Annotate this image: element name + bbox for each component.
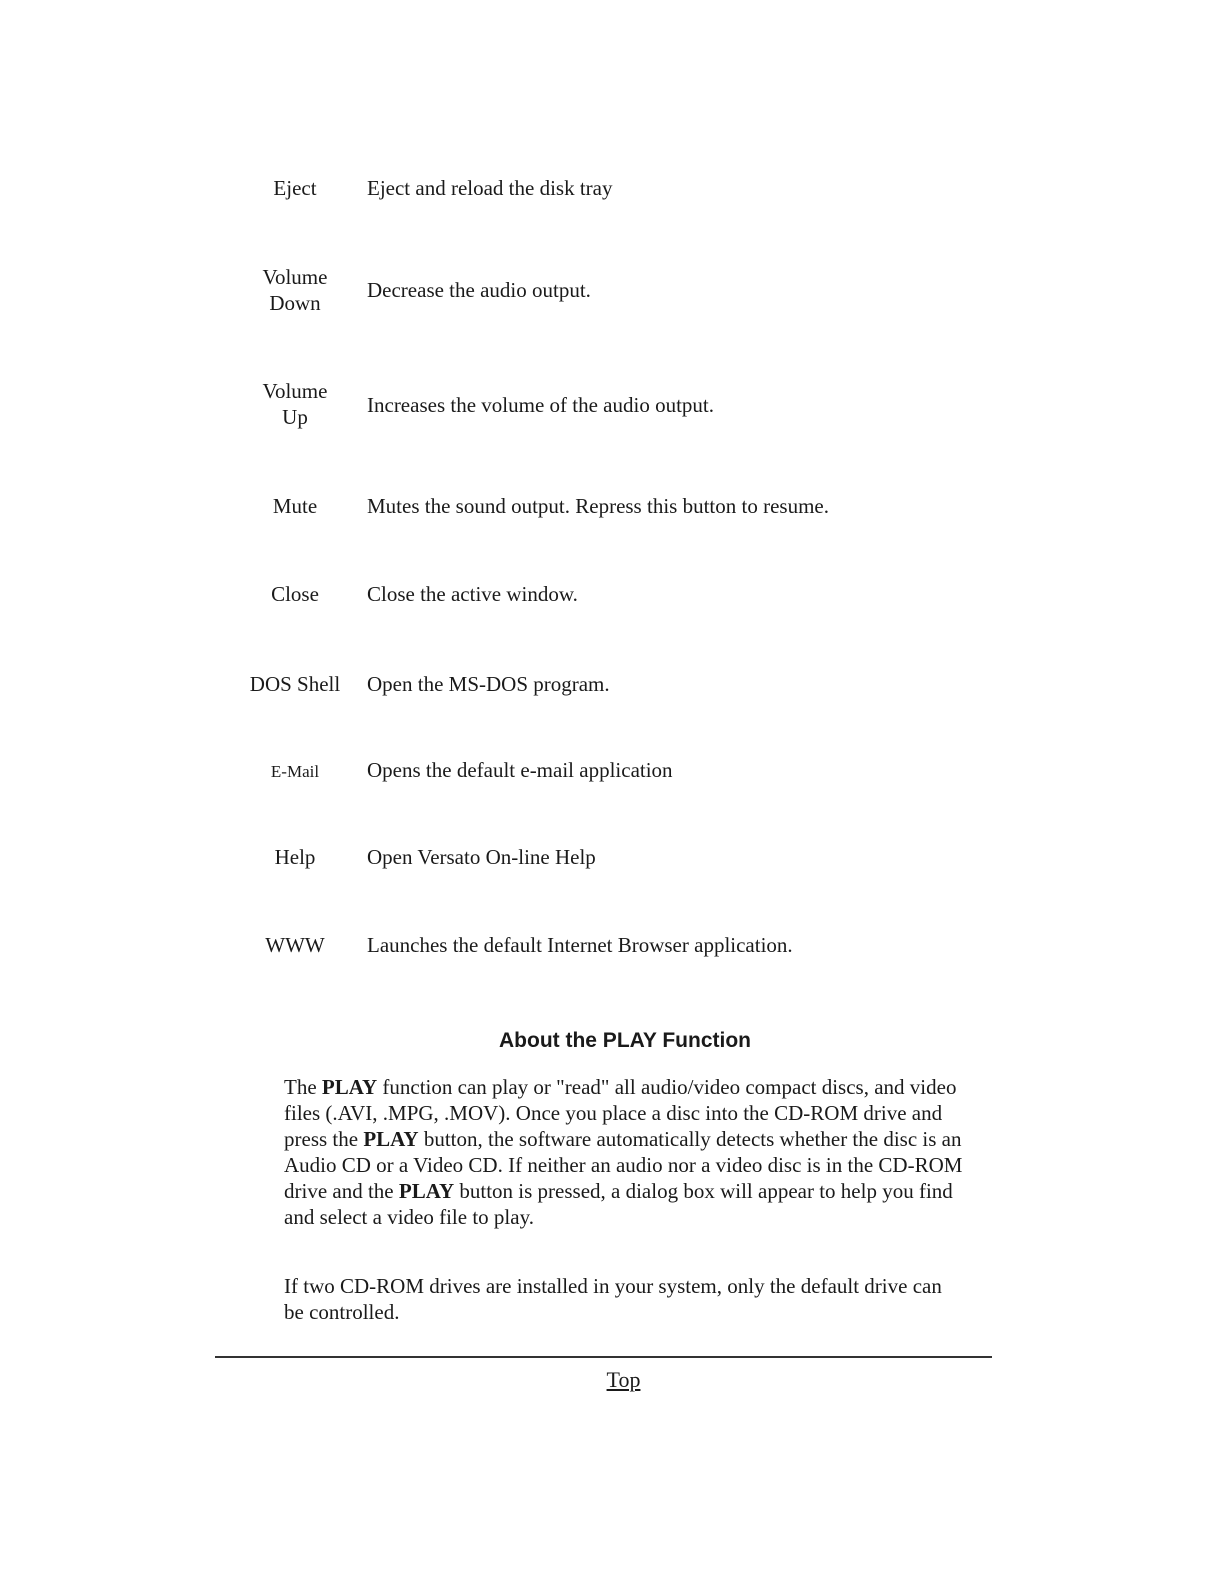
cdrom-note-paragraph: If two CD-ROM drives are installed in your system, only the default drive can be controlled. [284, 1274, 942, 1324]
function-label: Mute [272, 494, 318, 518]
top-link[interactable]: Top [606, 1367, 641, 1392]
function-description: Eject and reload the disk tray [367, 176, 613, 200]
function-label: WWW [265, 933, 325, 957]
function-label: Close [271, 582, 319, 606]
function-label: DOS Shell [249, 672, 341, 696]
play-function-paragraph [284, 1074, 964, 1230]
function-description: Mutes the sound output. Repress this button to resume. [367, 494, 829, 518]
function-description: Open Versato On-line Help [367, 845, 596, 869]
horizontal-divider [215, 1356, 992, 1358]
text-run: function can play or "read" all audio/video compact discs, and video files (.AVI, .MPG, .MOV). Once you place a disc into the CD-ROM drive and press the [284, 1075, 957, 1151]
text-run: button, the software automatically detects whether the disc is an Audio CD or a Video CD. If neither an audio nor a video disc is in the CD-ROM drive and the [284, 1127, 963, 1203]
function-description: Opens the default e-mail application [367, 758, 673, 782]
function-label: Volume Down [262, 265, 328, 315]
function-label: E-Mail [270, 762, 320, 781]
play-keyword: PLAY [363, 1127, 419, 1151]
function-description: Launches the default Internet Browser application. [367, 933, 793, 957]
text-run: The [284, 1075, 322, 1099]
function-description: Close the active window. [367, 582, 578, 606]
function-description: Increases the volume of the audio output. [367, 393, 714, 417]
play-keyword: PLAY [398, 1179, 455, 1203]
text-run: button is pressed, a dialog box will appear to help you find and select a video file to play. [284, 1179, 953, 1229]
function-description: Decrease the audio output. [367, 278, 591, 302]
function-label: Eject [273, 176, 317, 200]
play-keyword: PLAY [321, 1075, 378, 1099]
function-description: Open the MS-DOS program. [367, 672, 610, 696]
section-heading: About the PLAY Function [499, 1029, 751, 1052]
function-label: Volume Up [262, 379, 328, 429]
function-label: Help [274, 845, 316, 869]
